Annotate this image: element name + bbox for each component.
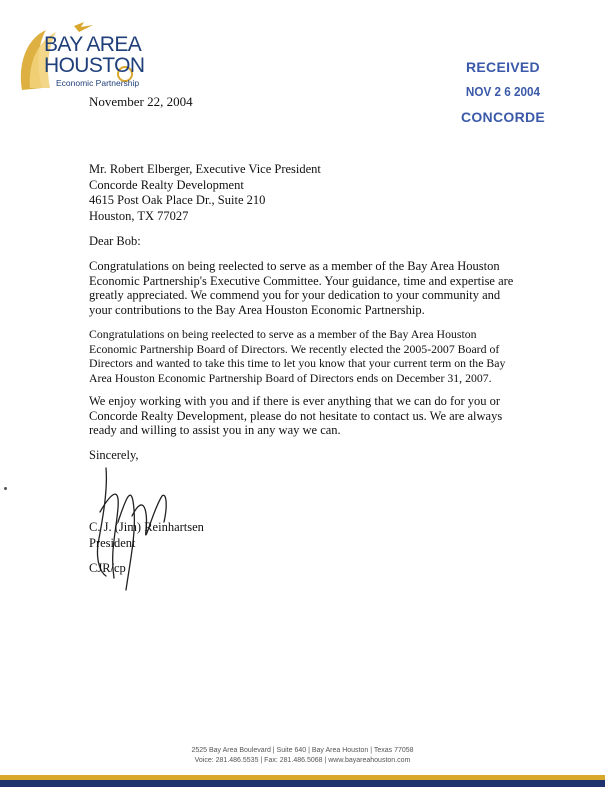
received-stamp — [458, 60, 548, 135]
signer-name: C. J. (Jim) Reinhartsen — [89, 520, 204, 534]
recipient-address — [89, 162, 321, 224]
footer-line2: Voice: 281.486.5535 | Fax: 281.486.5068 | www.bayareahouston.com — [194, 757, 411, 764]
signer-title: President — [89, 536, 136, 550]
stamp-received: RECEIVED — [466, 59, 540, 75]
paragraph-3: We enjoy working with you and if there is ever anything that we can do for you or Concorde Realty Development, please do not hesitate to contact us. We are always ready and willing to assist you in any way we can. — [89, 394, 503, 437]
paragraph-2: Congratulations on being reelected to serve as a member of the Bay Area Houston Economic Partnership Board of Directors. We recently elected the 2005-2007 Board of Directors and wanted to take this time to let you know that your current term on the Bay Area Houston Economic Partnership Board of Directors ends on December 31, 2007. — [89, 327, 506, 385]
recipient-name: Mr. Robert Elberger, Executive Vice President — [89, 162, 321, 176]
paragraph-1: Congratulations on being reelected to serve as a member of the Bay Area Houston Economic Partnership's Executive Committee. Your guidance, time and expertise are greatly appreciated. We commend you for your dedication to your community and your contributions to the Bay Area Houston Economic Partnership. — [89, 259, 514, 317]
salutation: Dear Bob: — [89, 234, 141, 248]
recipient-company: Concorde Realty Development — [89, 177, 244, 192]
footer-bar-navy — [0, 780, 605, 787]
recipient-street: 4615 Post Oak Place Dr., Suite 210 — [89, 193, 266, 207]
recipient-city: Houston, TX 77027 — [89, 208, 189, 223]
org-tagline: Economic Partnership — [56, 78, 140, 88]
reference-initials: CJR/cp — [89, 561, 126, 575]
footer-address — [0, 746, 605, 766]
stamp-date: NOV 2 6 2004 — [465, 84, 541, 99]
closing: Sincerely, — [89, 448, 139, 462]
footer-line1: 2525 Bay Area Boulevard | Suite 640 | Bay Area Houston | Texas 77058 — [191, 747, 414, 754]
letterhead — [44, 34, 144, 88]
scan-speck — [4, 487, 7, 490]
signer-block — [89, 519, 204, 551]
stamp-company: CONCORDE — [460, 109, 546, 125]
org-name-line1: BAY AREA — [44, 33, 142, 56]
letter-date: November 22, 2004 — [89, 94, 193, 109]
logo-bird — [74, 22, 93, 32]
org-name-line2: HOUSTON — [44, 54, 145, 77]
